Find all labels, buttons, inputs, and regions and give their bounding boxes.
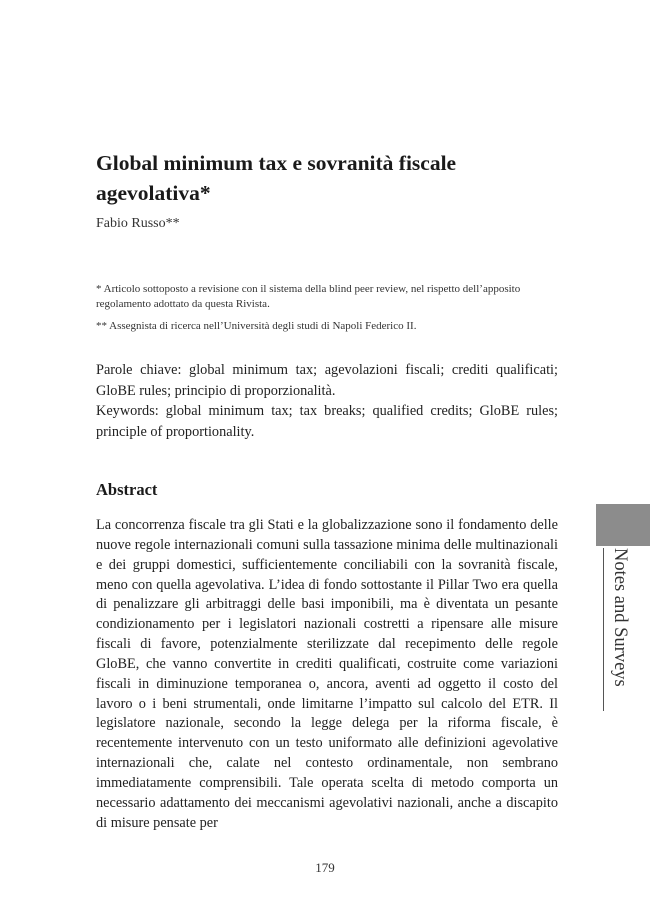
section-tab-rule <box>603 548 604 711</box>
section-tab-marker <box>596 504 650 546</box>
section-tab-label: Notes and Surveys <box>610 548 630 687</box>
keywords-block <box>96 360 558 442</box>
keywords-italian: Parole chiave: global minimum tax; agevolazioni fiscali; crediti qualificati; GloBE rules; principio di proporzionalità. <box>96 362 558 399</box>
footnote-peer-review: * Articolo sottoposto a revisione con il sistema della blind peer review, nel rispetto dell’apposito regolamento adottato da questa Rivista. <box>96 283 521 310</box>
abstract-heading: Abstract <box>96 480 158 499</box>
footnote-affiliation: ** Assegnista di ricerca nell’Università degli studi di Napoli Federico II. <box>96 320 417 332</box>
footnotes <box>96 282 558 341</box>
abstract-body: La concorrenza fiscale tra gli Stati e la globalizzazione sono il fondamento delle nuove regole internazionali comuni sulla tassazione minima delle multinazionali e dei gruppi domestici, sufficientemente conciliabili con la sovranità fiscale, meno con quella agevolativa. L’idea di fondo sottostante il Pillar Two era quella di penalizzare gli arbitraggi delle basi imponibili, ma è diventata un pesante condizionamento per i legislatori nazionali costretti a ripensare alle misure fiscali di favore, potenzialmente sterilizzate dal recepimento delle regole GloBE, che vanno convertite in crediti qualificati, costruite come variazioni fiscali in diminuzione temporanea o, ancora, aventi ad oggetto il costo del lavoro o i beni strumentali, onde limitarne l’impatto sul calcolo del ETR. Il legislatore nazionale, secondo la legge delega per la riforma fiscale, è recentemente intervenuto con un testo uniformato alle definizioni agevolative internazionali che, calate nel contesto ordinamentale, non sembrano immediatamente comprensibili. Tale operata scelta di metodo comporta un necessario adattamento dei meccanismi agevolativi nazionali, anche a discapito di misure pensate per <box>96 517 558 831</box>
page-number: 179 <box>315 860 335 875</box>
article-title: Global minimum tax e sovranità fiscale agevolativa* <box>96 151 457 205</box>
keywords-english: Keywords: global minimum tax; tax breaks; qualified credits; GloBE rules; principle of proportionality. <box>96 403 558 440</box>
article-author: Fabio Russo** <box>96 216 180 231</box>
